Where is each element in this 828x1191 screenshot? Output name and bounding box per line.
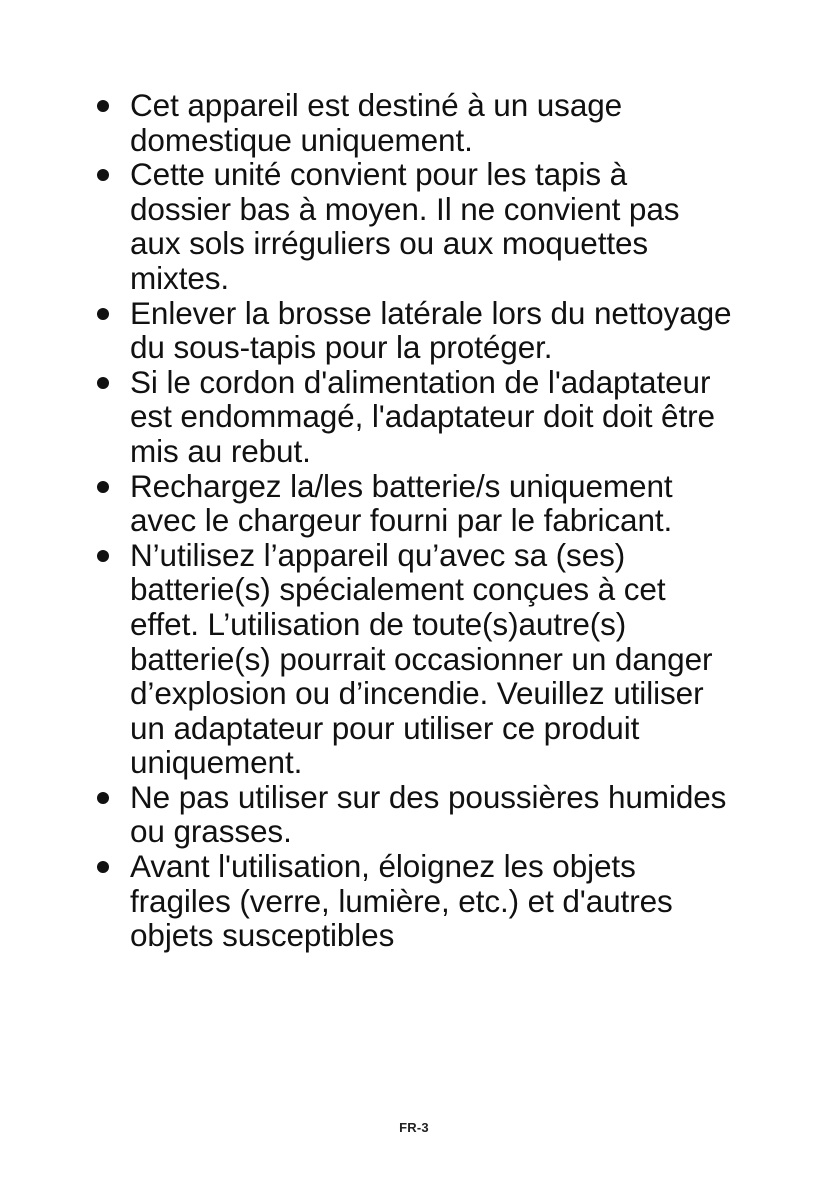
bullet-icon — [97, 550, 109, 562]
list-item-text: N’utilisez l’appareil qu’avec sa (ses) batterie(s) spécialement conçues à cet effet. L’utilisation de toute(s)autre(s) batterie(s) pourrait occasionner un danger d’explosion ou d’incendie. Veuillez utiliser un adaptateur pour utiliser ce produit uniquement. — [130, 536, 713, 781]
bullet-icon — [97, 377, 109, 389]
list-item — [96, 365, 736, 469]
bullet-icon — [97, 169, 109, 181]
page-number: FR-3 — [399, 1120, 429, 1135]
list-item-text: Cette unité convient pour les tapis à dossier bas à moyen. Il ne convient pas aux sols irréguliers ou aux moquettes mixtes. — [130, 156, 680, 296]
list-item — [96, 88, 736, 157]
safety-bullet-list — [96, 88, 736, 953]
list-item — [96, 780, 736, 849]
bullet-icon — [97, 792, 109, 804]
bullet-icon — [97, 308, 109, 320]
list-item-text: Ne pas utiliser sur des poussières humides ou grasses. — [130, 778, 727, 850]
list-item — [96, 849, 736, 953]
bullet-icon — [97, 481, 109, 493]
list-item — [96, 538, 736, 780]
list-item-text: Cet appareil est destiné à un usage domestique uniquement. — [130, 87, 623, 158]
list-item-text: Enlever la brosse latérale lors du nettoyage du sous-tapis pour la protéger. — [130, 294, 732, 366]
list-item — [96, 296, 736, 365]
list-item-text: Avant l'utilisation, éloignez les objets fragiles (verre, lumière, etc.) et d'autres objets susceptibles — [130, 848, 673, 954]
bullet-icon — [97, 100, 109, 112]
list-item — [96, 157, 736, 295]
list-item-text: Si le cordon d'alimentation de l'adaptateur est endommagé, l'adaptateur doit doit être mis au rebut. — [130, 363, 715, 469]
list-item — [96, 469, 736, 538]
bullet-icon — [97, 861, 109, 873]
list-item-text: Rechargez la/les batterie/s uniquement avec le chargeur fourni par le fabricant. — [130, 467, 673, 539]
